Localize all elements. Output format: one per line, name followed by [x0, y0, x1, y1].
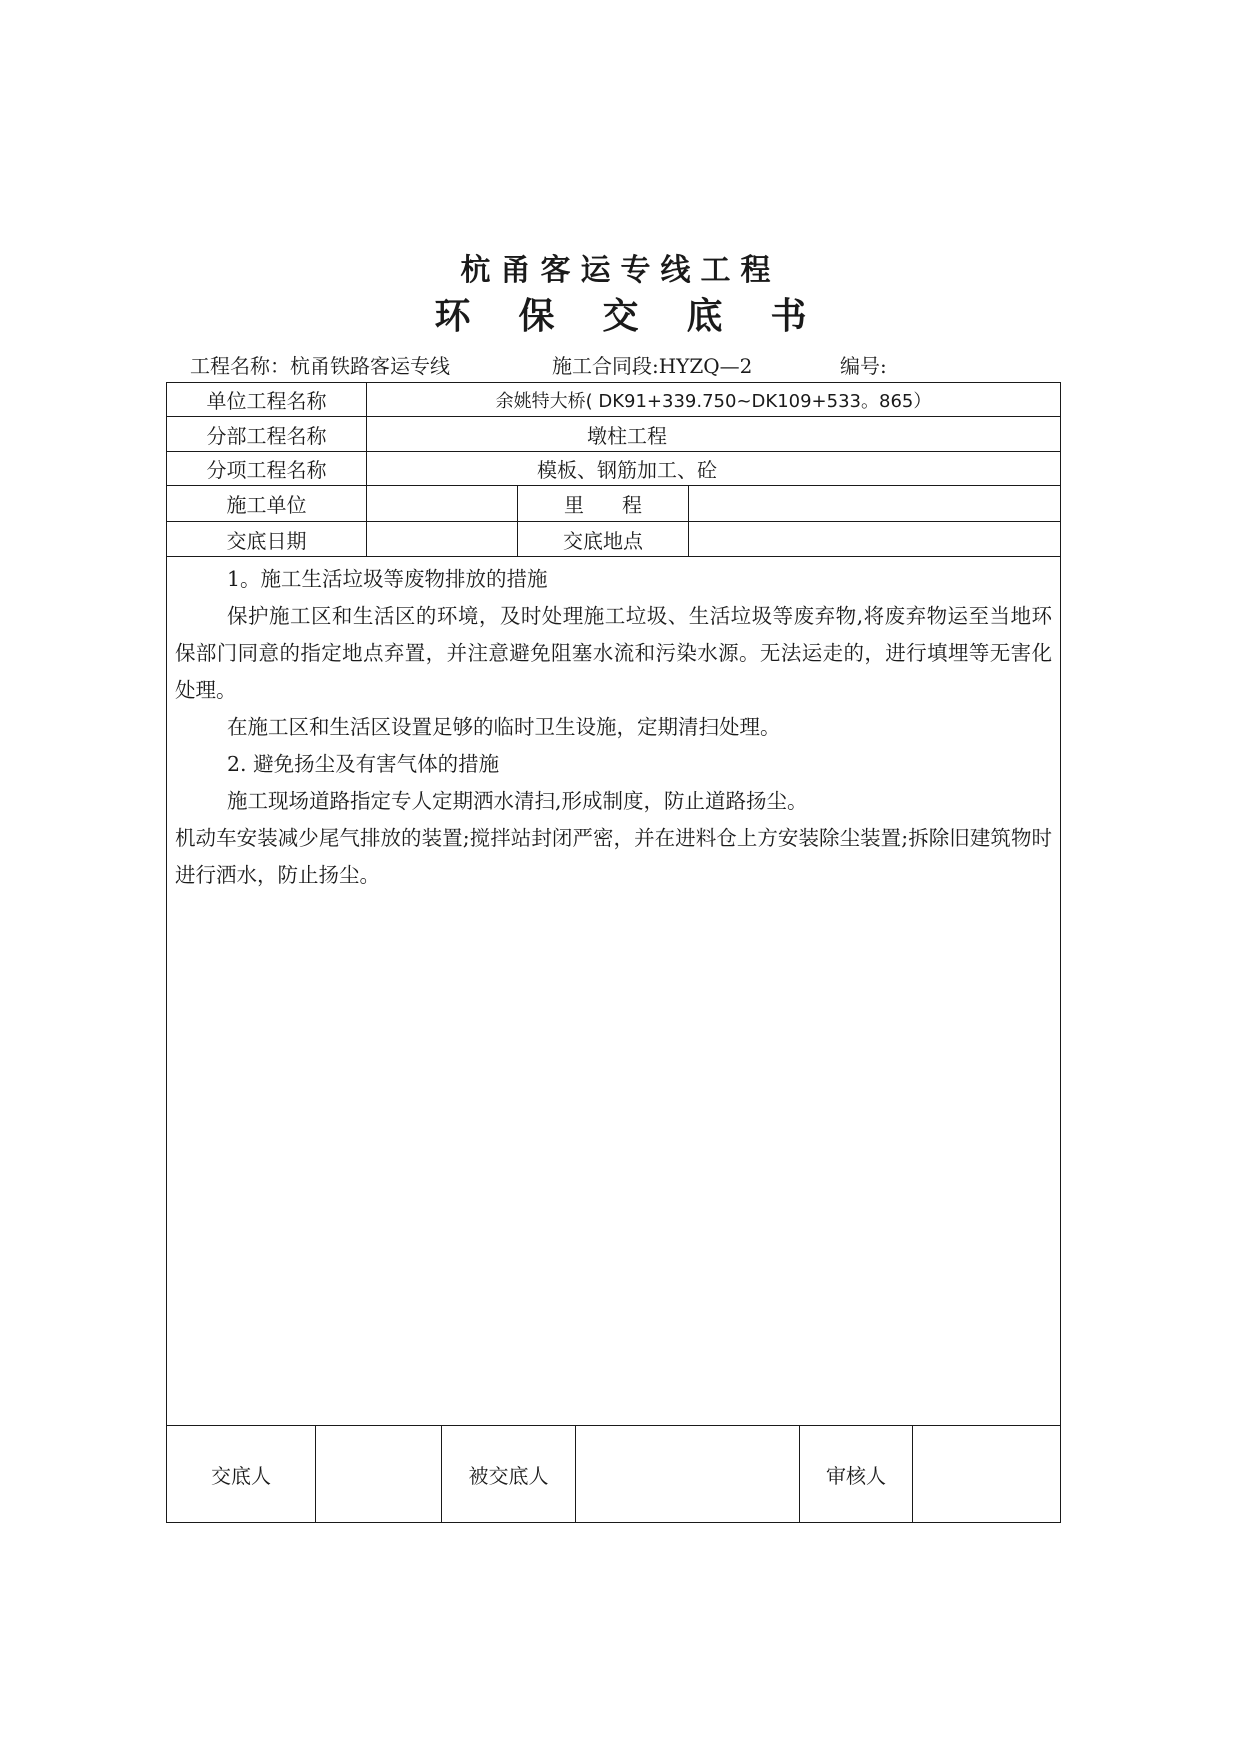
signature-row — [167, 1426, 1060, 1522]
paragraph-sanitation: 在施工区和生活区设置足够的临时卫生设施，定期清扫处理。 — [227, 715, 781, 739]
receiver-signature — [576, 1426, 800, 1522]
reviewer-signature — [913, 1426, 1060, 1522]
contract-section: 施工合同段:HYZQ—2 — [552, 354, 753, 378]
location-label: 交底地点 — [518, 522, 689, 556]
mileage-label: 里程 — [518, 486, 689, 521]
presenter-label: 交底人 — [167, 1426, 316, 1522]
item-label: 分项工程名称 — [167, 452, 367, 485]
item-row — [167, 452, 1060, 486]
division-value: 墩柱工程 — [587, 423, 667, 448]
date-value — [367, 522, 518, 556]
unit-project-row — [167, 383, 1060, 417]
project-name: 工程名称：杭甬铁路客运专线 — [190, 354, 450, 378]
document-number: 编号: — [840, 354, 887, 378]
section-heading-dust: 2. 避免扬尘及有害气体的措施 — [227, 752, 500, 776]
receiver-label: 被交底人 — [442, 1426, 576, 1522]
date-row — [167, 522, 1060, 557]
project-title: 杭甬客运专线工程 — [460, 253, 781, 288]
document-title: 环保交底书 — [434, 295, 855, 337]
division-label: 分部工程名称 — [167, 417, 367, 451]
section-heading-waste: 1。施工生活垃圾等废物排放的措施 — [227, 567, 548, 591]
paragraph-emissions: 机动车安装减少尾气排放的装置;搅拌站封闭严密，并在进料仓上方安装除尘装置;拆除旧建筑物时进行洒水，防止扬尘。 — [175, 826, 1052, 887]
paragraph-waste-disposal: 保护施工区和生活区的环境，及时处理施工垃圾、生活垃圾等废弃物,将废弃物运至当地环保部门同意的指定地点弃置，并注意避免阻塞水流和污染水源。无法运走的，进行填埋等无害化处理。 — [175, 604, 1052, 702]
disclosure-content — [167, 557, 1060, 1426]
item-value: 模板、钢筋加工、砼 — [537, 458, 717, 482]
mileage-value — [689, 486, 1060, 521]
paragraph-road-dust: 施工现场道路指定专人定期洒水清扫,形成制度，防止道路扬尘。 — [227, 789, 808, 813]
presenter-signature — [316, 1426, 442, 1522]
division-row — [167, 417, 1060, 452]
reviewer-label: 审核人 — [800, 1426, 913, 1522]
location-value — [689, 522, 1060, 556]
date-label: 交底日期 — [167, 522, 367, 556]
contractor-value — [367, 486, 518, 521]
disclosure-form — [166, 382, 1061, 1523]
unit-project-value: 余姚特大桥( DK91+339.750~DK109+533。865） — [495, 390, 932, 412]
contractor-row — [167, 486, 1060, 522]
contractor-label: 施工单位 — [167, 486, 367, 521]
unit-project-label: 单位工程名称 — [167, 383, 367, 416]
